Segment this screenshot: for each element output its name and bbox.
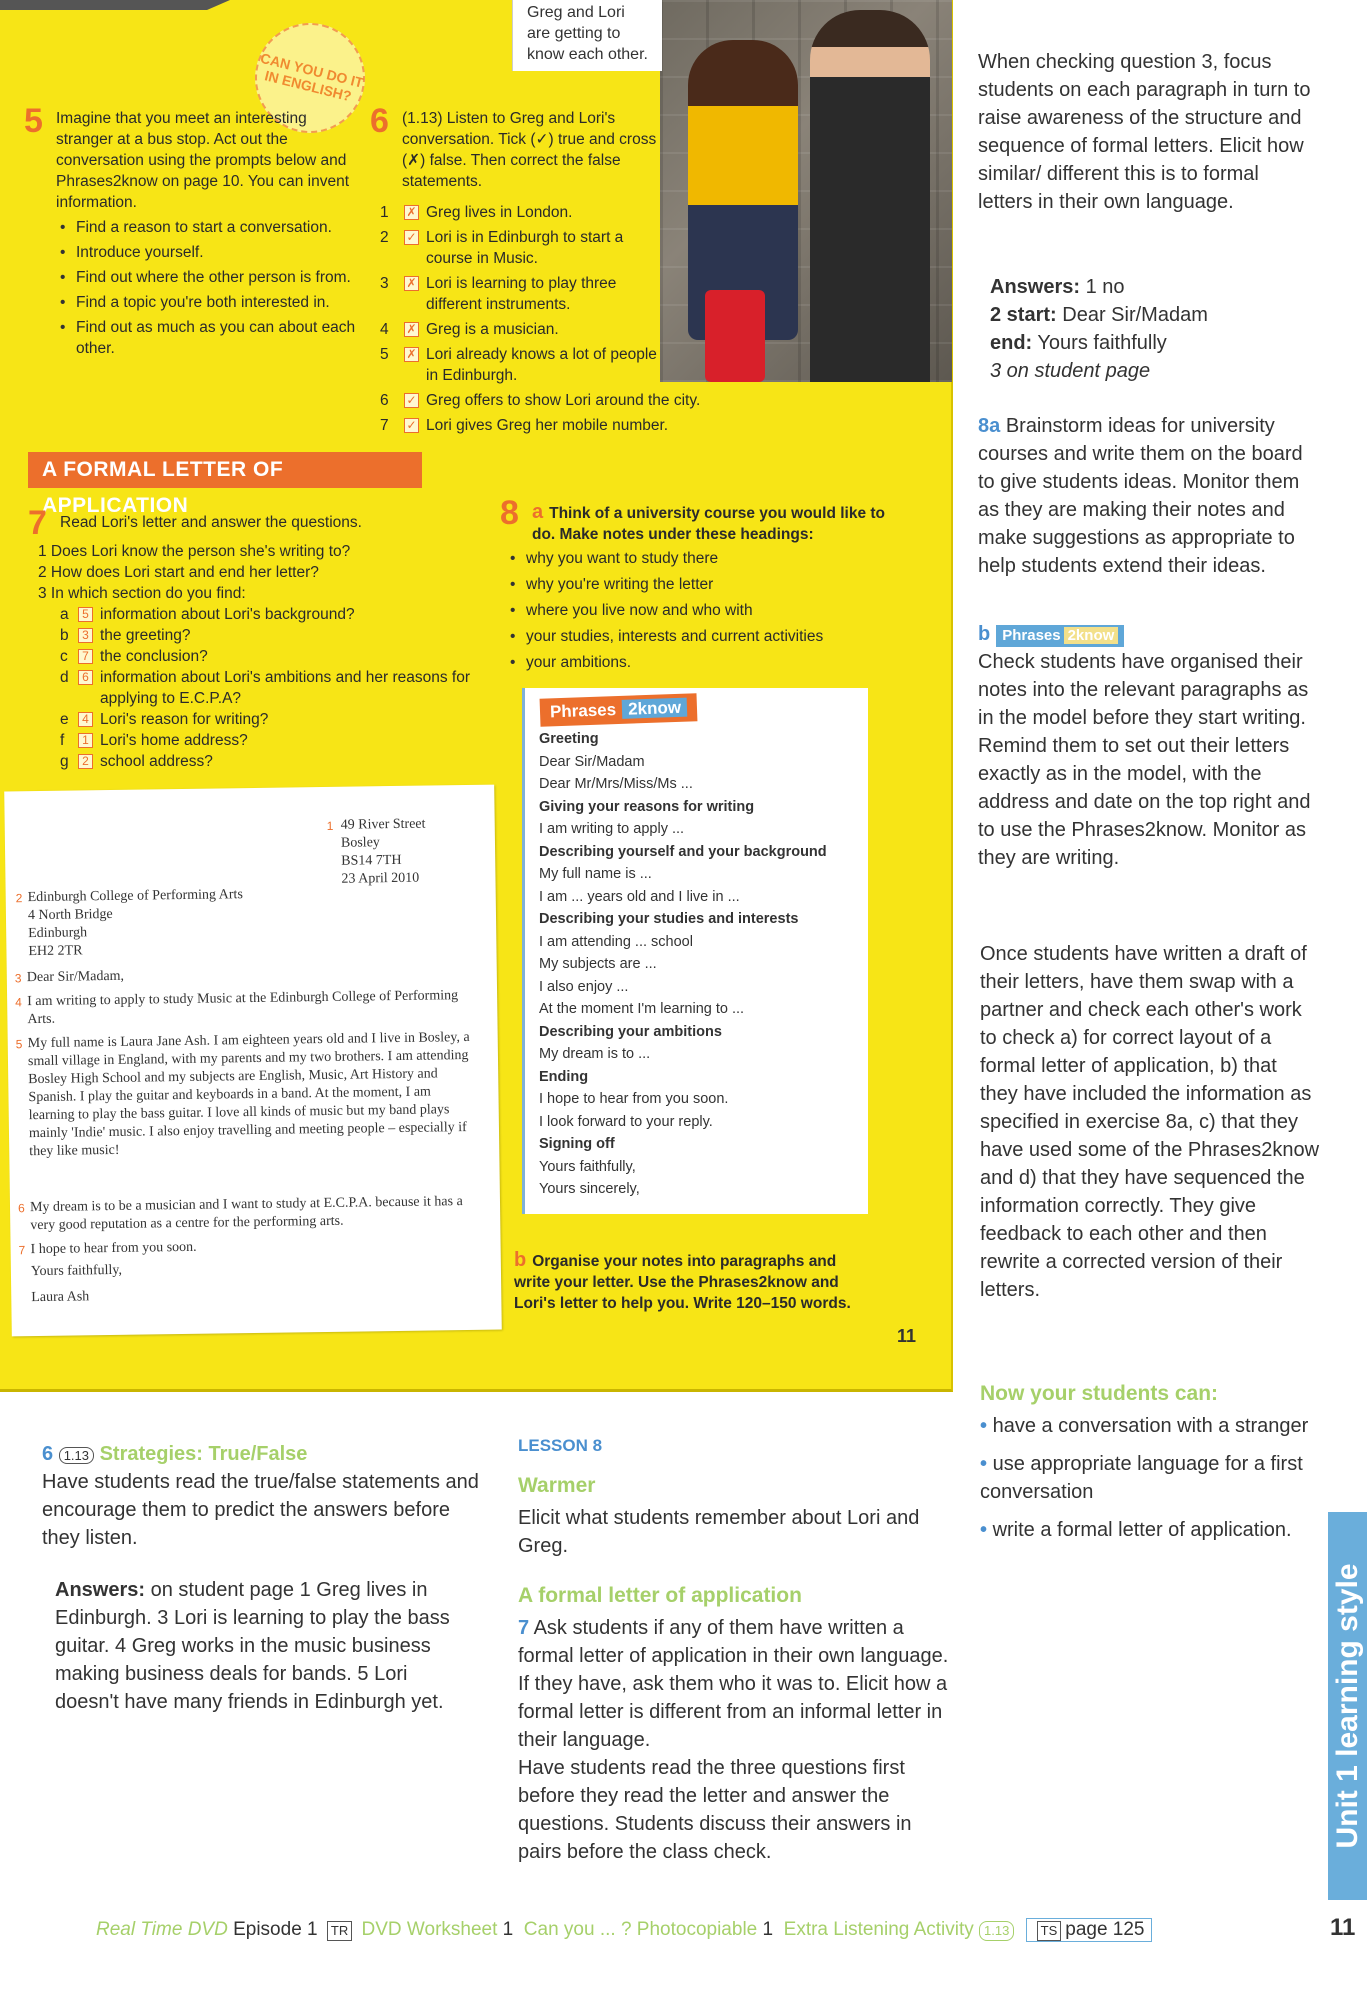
list-item: 3 ✗ Lori is learning to play three different instruments. bbox=[380, 275, 617, 313]
warmer-heading: Warmer bbox=[518, 1474, 596, 1497]
teacher-note-8b: b Phrases 2know Check students have organised their notes into the relevant paragraphs as in the model before they start writing. Remind them to set out their letters exactly as in the model, with the address and date on the top right and to use the Phrases2know. Monitor as they are writing. bbox=[978, 623, 1311, 869]
phrase: I am writing to apply ... bbox=[539, 821, 685, 837]
exercise-5-intro: Imagine that you meet an interesting stranger at a bus stop. Act out the conversation using the prompts below and Phrases2know on page 10. You can invent information. bbox=[56, 110, 350, 211]
phrase: My subjects are ... bbox=[539, 956, 657, 972]
list-item: 1 ✗ Greg lives in London. bbox=[380, 204, 573, 221]
tick-mark-icon: ✓ bbox=[404, 418, 419, 433]
phrase: I am ... years old and I live in ... bbox=[539, 888, 740, 905]
list-item: b 3 the greeting? bbox=[60, 627, 191, 644]
phrase: I am attending ... school bbox=[539, 933, 693, 950]
now-your-students-can-list bbox=[980, 1412, 1320, 1544]
teacher-note-6: Have students read the true/false statements and encourage them to predict the answers before they listen. bbox=[42, 1471, 479, 1549]
exercise-7-questions bbox=[38, 541, 478, 772]
letter-closing: Yours faithfully, bbox=[30, 1262, 123, 1280]
list-item: d 6 information about Lori's ambitions and her reasons for applying to E.C.P.A? bbox=[60, 669, 470, 707]
answer-box: 1 bbox=[78, 733, 93, 748]
phrase: Yours sincerely, bbox=[539, 1181, 640, 1197]
phrase: Yours faithfully, bbox=[539, 1158, 636, 1175]
audio-track-tag: 1.13 bbox=[979, 1921, 1014, 1941]
list-item: • Find a reason to start a conversation. bbox=[56, 217, 356, 238]
exercise-8a-label: a bbox=[532, 501, 544, 523]
list-item: f 1 Lori's home address? bbox=[60, 732, 248, 749]
teacher-answers-7: Answers: 1 no 2 start: Dear Sir/Madam end: Yours faithfully 3 on student page bbox=[990, 276, 1208, 382]
answer-box: 6 bbox=[78, 670, 93, 685]
phrase-heading: Giving your reasons for writing bbox=[539, 798, 755, 815]
list-item: 6 ✓ Greg offers to show Lori around the city. bbox=[380, 392, 701, 409]
lesson-label: LESSON 8 bbox=[518, 1436, 603, 1455]
exercise-8a-list bbox=[506, 548, 886, 678]
letter-paragraph-7: 7 I hope to hear from you soon. bbox=[18, 1239, 197, 1258]
list-item: 2 ✓ Lori is in Edinburgh to start a course in Music. bbox=[380, 229, 624, 267]
letter-paragraph-4: 4 I am writing to apply to study Music at the Edinburgh College of Performing Arts. bbox=[15, 988, 459, 1028]
list-item: • Find out where the other person is from. bbox=[56, 267, 356, 288]
answer-box: 5 bbox=[78, 607, 93, 622]
exercise-5 bbox=[56, 108, 356, 363]
list-item: • your ambitions. bbox=[506, 652, 886, 674]
audio-track-tag: 1.13 bbox=[59, 1447, 94, 1464]
list-item: • why you want to study there bbox=[506, 548, 886, 570]
exercise-6-intro: (1.13) Listen to Greg and Lori's conversation. Tick (✓) true and cross (✗) false. Then correct the false statements. bbox=[402, 110, 657, 190]
exercise-8-number: 8 bbox=[500, 494, 519, 532]
phrase: My dream is to ... bbox=[539, 1046, 651, 1062]
answer-box: 4 bbox=[78, 712, 93, 727]
list-item: • use appropriate language for a first conversation bbox=[980, 1453, 1303, 1503]
student-page-number: 11 bbox=[897, 1326, 917, 1346]
phrase-heading: Describing your ambitions bbox=[539, 1023, 722, 1040]
answer-box: 7 bbox=[78, 649, 93, 664]
exercise-6-number: 6 bbox=[370, 102, 389, 140]
answer-box: 2 bbox=[78, 754, 93, 769]
list-item: 4 ✗ Greg is a musician. bbox=[380, 321, 559, 338]
letter-paragraph-5: 5 My full name is Laura Jane Ash. I am eighteen years old and I live in Bosley, a small village in England, with my parents and my two brothers. I am attending Bosley High School and my subjects are English, Music, Art History and Spanish. I play the guitar and keyboards in a band. At the moment, I am learning to play the bass guitar. I love all kinds of music but my band plays mainly 'Indie' music. I also enjoy travelling and meeting people – especially if they like music! bbox=[15, 1029, 470, 1160]
letter-paragraph-6: 6 My dream is to be a musician and I want to study at E.C.P.A. because it has a very good reputation as a centre for the performing arts. bbox=[17, 1194, 463, 1234]
exercise-8a: a Think of a university course you would like to do. Make notes under these headings: bbox=[532, 501, 886, 543]
teacher-note-6-heading: 6 1.13 Strategies: True/False bbox=[42, 1443, 308, 1465]
warmer-text: Elicit what students remember about Lori and Greg. bbox=[518, 1507, 920, 1557]
home-address: 1 49 River Street Bosley BS14 7TH 23 April 2010 bbox=[326, 816, 426, 887]
tick-mark-icon: ✓ bbox=[404, 393, 419, 408]
section-title: A FORMAL LETTER OF APPLICATION bbox=[28, 452, 422, 488]
list-item: • Find a topic you're both interested in. bbox=[56, 292, 356, 313]
greg-figure bbox=[810, 10, 930, 382]
page-number: 11 bbox=[1330, 1914, 1356, 1941]
phrase-heading: Describing yourself and your background bbox=[539, 843, 827, 860]
footer: Real Time DVD Episode 1 TR DVD Worksheet 1 Can you ... ? Photocopiable 1 Extra Listening Activity 1.13 TS page 125 bbox=[96, 1918, 1152, 1942]
exercise-6-list bbox=[380, 202, 720, 440]
phrase: My full name is ... bbox=[539, 866, 652, 882]
note-number-8a: 8a bbox=[978, 415, 1001, 437]
list-item: • have a conversation with a stranger bbox=[980, 1415, 1309, 1437]
cross-mark-icon: ✗ bbox=[404, 205, 419, 220]
photo-caption: Greg and Lori are getting to know each other. bbox=[512, 0, 662, 71]
question-3: 3 In which section do you find: bbox=[38, 585, 246, 602]
phrase: I hope to hear from you soon. bbox=[539, 1091, 729, 1107]
phrases-2-know-title: Phrases 2know bbox=[540, 693, 698, 726]
list-item: g 2 school address? bbox=[60, 753, 213, 770]
phrase: I also enjoy ... bbox=[539, 978, 629, 995]
exercise-7-number: 7 bbox=[28, 504, 47, 542]
list-item: • Find out as much as you can about each other. bbox=[56, 317, 356, 359]
exercise-5-list bbox=[56, 217, 356, 359]
list-item: e 4 Lori's reason for writing? bbox=[60, 711, 269, 728]
phrase: Dear Sir/Madam bbox=[539, 753, 645, 770]
teacher-note-7: 7 Ask students if any of them have written a formal letter of application in their own language. If they have, ask them who it was to. Elicit how a formal letter is different from an informal letter in their language. Have students read the three questions first before they read the letter and answer the questions. Students discuss their answers in pairs before the class check. bbox=[518, 1617, 949, 1863]
exercise-8b: b Organise your notes into paragraphs and write your letter. Use the Phrases2know and Lori's letter to help you. Write 120–150 words. bbox=[514, 1249, 851, 1312]
loris-letter bbox=[4, 785, 502, 1337]
exercise-7-intro: Read Lori's letter and answer the questions. bbox=[60, 514, 362, 531]
letter-signature: Laura Ash bbox=[31, 1289, 90, 1306]
phrases-2-know-mini-badge: Phrases 2know bbox=[996, 625, 1124, 647]
list-item: 5 ✗ Lori already knows a lot of people in Edinburgh. bbox=[380, 346, 657, 384]
school-address: 2 Edinburgh College of Performing Arts 4 North Bridge Edinburgh EH2 2TR bbox=[15, 887, 243, 960]
teacher-note-peer-check: Once students have written a draft of their letters, have them swap with a partner and check each other's work to check a) for correct layout of a formal letter of application, b) that they have included the information as specified in exercise 8a, c) that they have used some of the Phrases2know and d) that they have sequenced the information correctly. They give feedback to each other and then rewrite a corrected version of their letters. bbox=[980, 943, 1320, 1301]
note-number-8b: b bbox=[978, 623, 991, 645]
list-item: 7 ✓ Lori gives Greg her mobile number. bbox=[380, 417, 669, 434]
list-item: • write a formal letter of application. bbox=[980, 1519, 1292, 1541]
phrase-heading: Greeting bbox=[539, 731, 599, 747]
can-you-badge: CAN YOU DO IT IN ENGLISH? bbox=[243, 11, 376, 144]
tr-icon: TR bbox=[327, 1921, 352, 1941]
phrase-heading: Signing off bbox=[539, 1136, 615, 1152]
question-2: 2 How does Lori start and end her letter? bbox=[38, 564, 319, 581]
list-item: • your studies, interests and current activities bbox=[506, 626, 886, 648]
page-corner bbox=[0, 0, 230, 10]
phrase: Dear Mr/Mrs/Miss/Ms ... bbox=[539, 776, 693, 792]
tick-mark-icon: ✓ bbox=[404, 230, 419, 245]
letter-greeting: 3 Dear Sir/Madam, bbox=[14, 968, 125, 986]
exercise-8b-label: b bbox=[514, 1249, 527, 1271]
phrases-2-know-box bbox=[522, 688, 868, 1214]
page-reference: TS page 125 bbox=[1026, 1918, 1152, 1942]
list-item: • Introduce yourself. bbox=[56, 242, 356, 263]
answer-box: 3 bbox=[78, 628, 93, 643]
phrase: I look forward to your reply. bbox=[539, 1113, 713, 1130]
phrase-heading: Describing your studies and interests bbox=[539, 911, 799, 927]
question-3-items bbox=[38, 604, 478, 772]
list-item: a 5 information about Lori's background? bbox=[60, 606, 355, 623]
now-your-students-can-title: Now your students can: bbox=[980, 1382, 1219, 1405]
phrase-heading: Ending bbox=[539, 1068, 589, 1085]
ts-icon: TS bbox=[1037, 1921, 1062, 1941]
teacher-note-q3: When checking question 3, focus students on each paragraph in turn to raise awareness of the structure and sequence of formal letters. Elicit how similar/ different this is to formal letters in their own language. bbox=[978, 51, 1311, 213]
teacher-answers-6: Answers: on student page 1 Greg lives in Edinburgh. 3 Lori is learning to play the bass guitar. 4 Greg works in the music business making business deals for bands. 5 Lori doesn't have many friends in Edinburgh yet. bbox=[55, 1579, 450, 1713]
list-item: c 7 the conclusion? bbox=[60, 648, 208, 665]
question-1: 1 Does Lori know the person she's writing to? bbox=[38, 543, 351, 560]
list-item: • where you live now and who with bbox=[506, 600, 886, 622]
unit-sidebar: Unit 1 learning style bbox=[1328, 1512, 1367, 1900]
cross-mark-icon: ✗ bbox=[404, 322, 419, 337]
list-item: • why you're writing the letter bbox=[506, 574, 886, 596]
section-heading: A formal letter of application bbox=[518, 1584, 802, 1607]
teacher-note-8a: 8a Brainstorm ideas for university courses and write them on the board to give students ideas. Monitor them as they are making their notes and make suggestions as appropriate to help students extend their ideas. bbox=[978, 415, 1303, 577]
exercise-5-number: 5 bbox=[24, 102, 43, 140]
cross-mark-icon: ✗ bbox=[404, 276, 419, 291]
cross-mark-icon: ✗ bbox=[404, 347, 419, 362]
phrase: At the moment I'm learning to ... bbox=[539, 1001, 745, 1017]
